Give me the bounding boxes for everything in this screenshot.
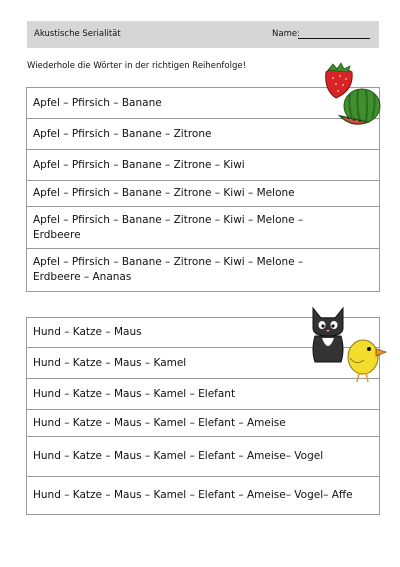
- instruction-text: Wiederhole die Wörter in der richtigen Reihenfolge!: [27, 61, 247, 71]
- list-item: Hund – Katze – Maus – Kamel – Elefant – Ameise: [27, 409, 379, 436]
- list-item: Apfel – Pfirsich – Banane – Zitrone – Kiwi: [27, 149, 379, 180]
- list-item: Apfel – Pfirsich – Banane – Zitrone – Kiwi – Melone – Erdbeere: [27, 206, 379, 248]
- worksheet-header: [27, 21, 379, 48]
- list-item: Apfel – Pfirsich – Banane – Zitrone: [27, 118, 379, 149]
- list-item: Apfel – Pfirsich – Banane: [33, 96, 162, 109]
- list-item: Hund – Katze – Maus: [33, 326, 142, 338]
- list-item: Hund – Katze – Maus – Kamel – Elefant: [27, 378, 379, 409]
- list-item: Apfel – Pfirsich – Banane – Zitrone – Kiwi – Melone: [27, 180, 379, 206]
- list-item: Hund – Katze – Maus – Kamel: [27, 347, 379, 378]
- list-item: Hund – Katze – Maus – Kamel – Elefant – Ameise– Vogel– Affe: [27, 476, 379, 514]
- watermelon-icon: [338, 86, 384, 128]
- name-label: Name:: [272, 29, 300, 39]
- bird-icon: [342, 332, 388, 384]
- name-line: [298, 38, 370, 39]
- fruit-sequence-list: [26, 87, 380, 292]
- list-item: Apfel – Pfirsich – Banane – Zitrone – Kiwi – Melone – Erdbeere – Ananas: [27, 248, 379, 291]
- worksheet-title: Akustische Serialität: [34, 29, 121, 39]
- list-item: Hund – Katze – Maus – Kamel – Elefant – Ameise– Vogel: [27, 436, 379, 476]
